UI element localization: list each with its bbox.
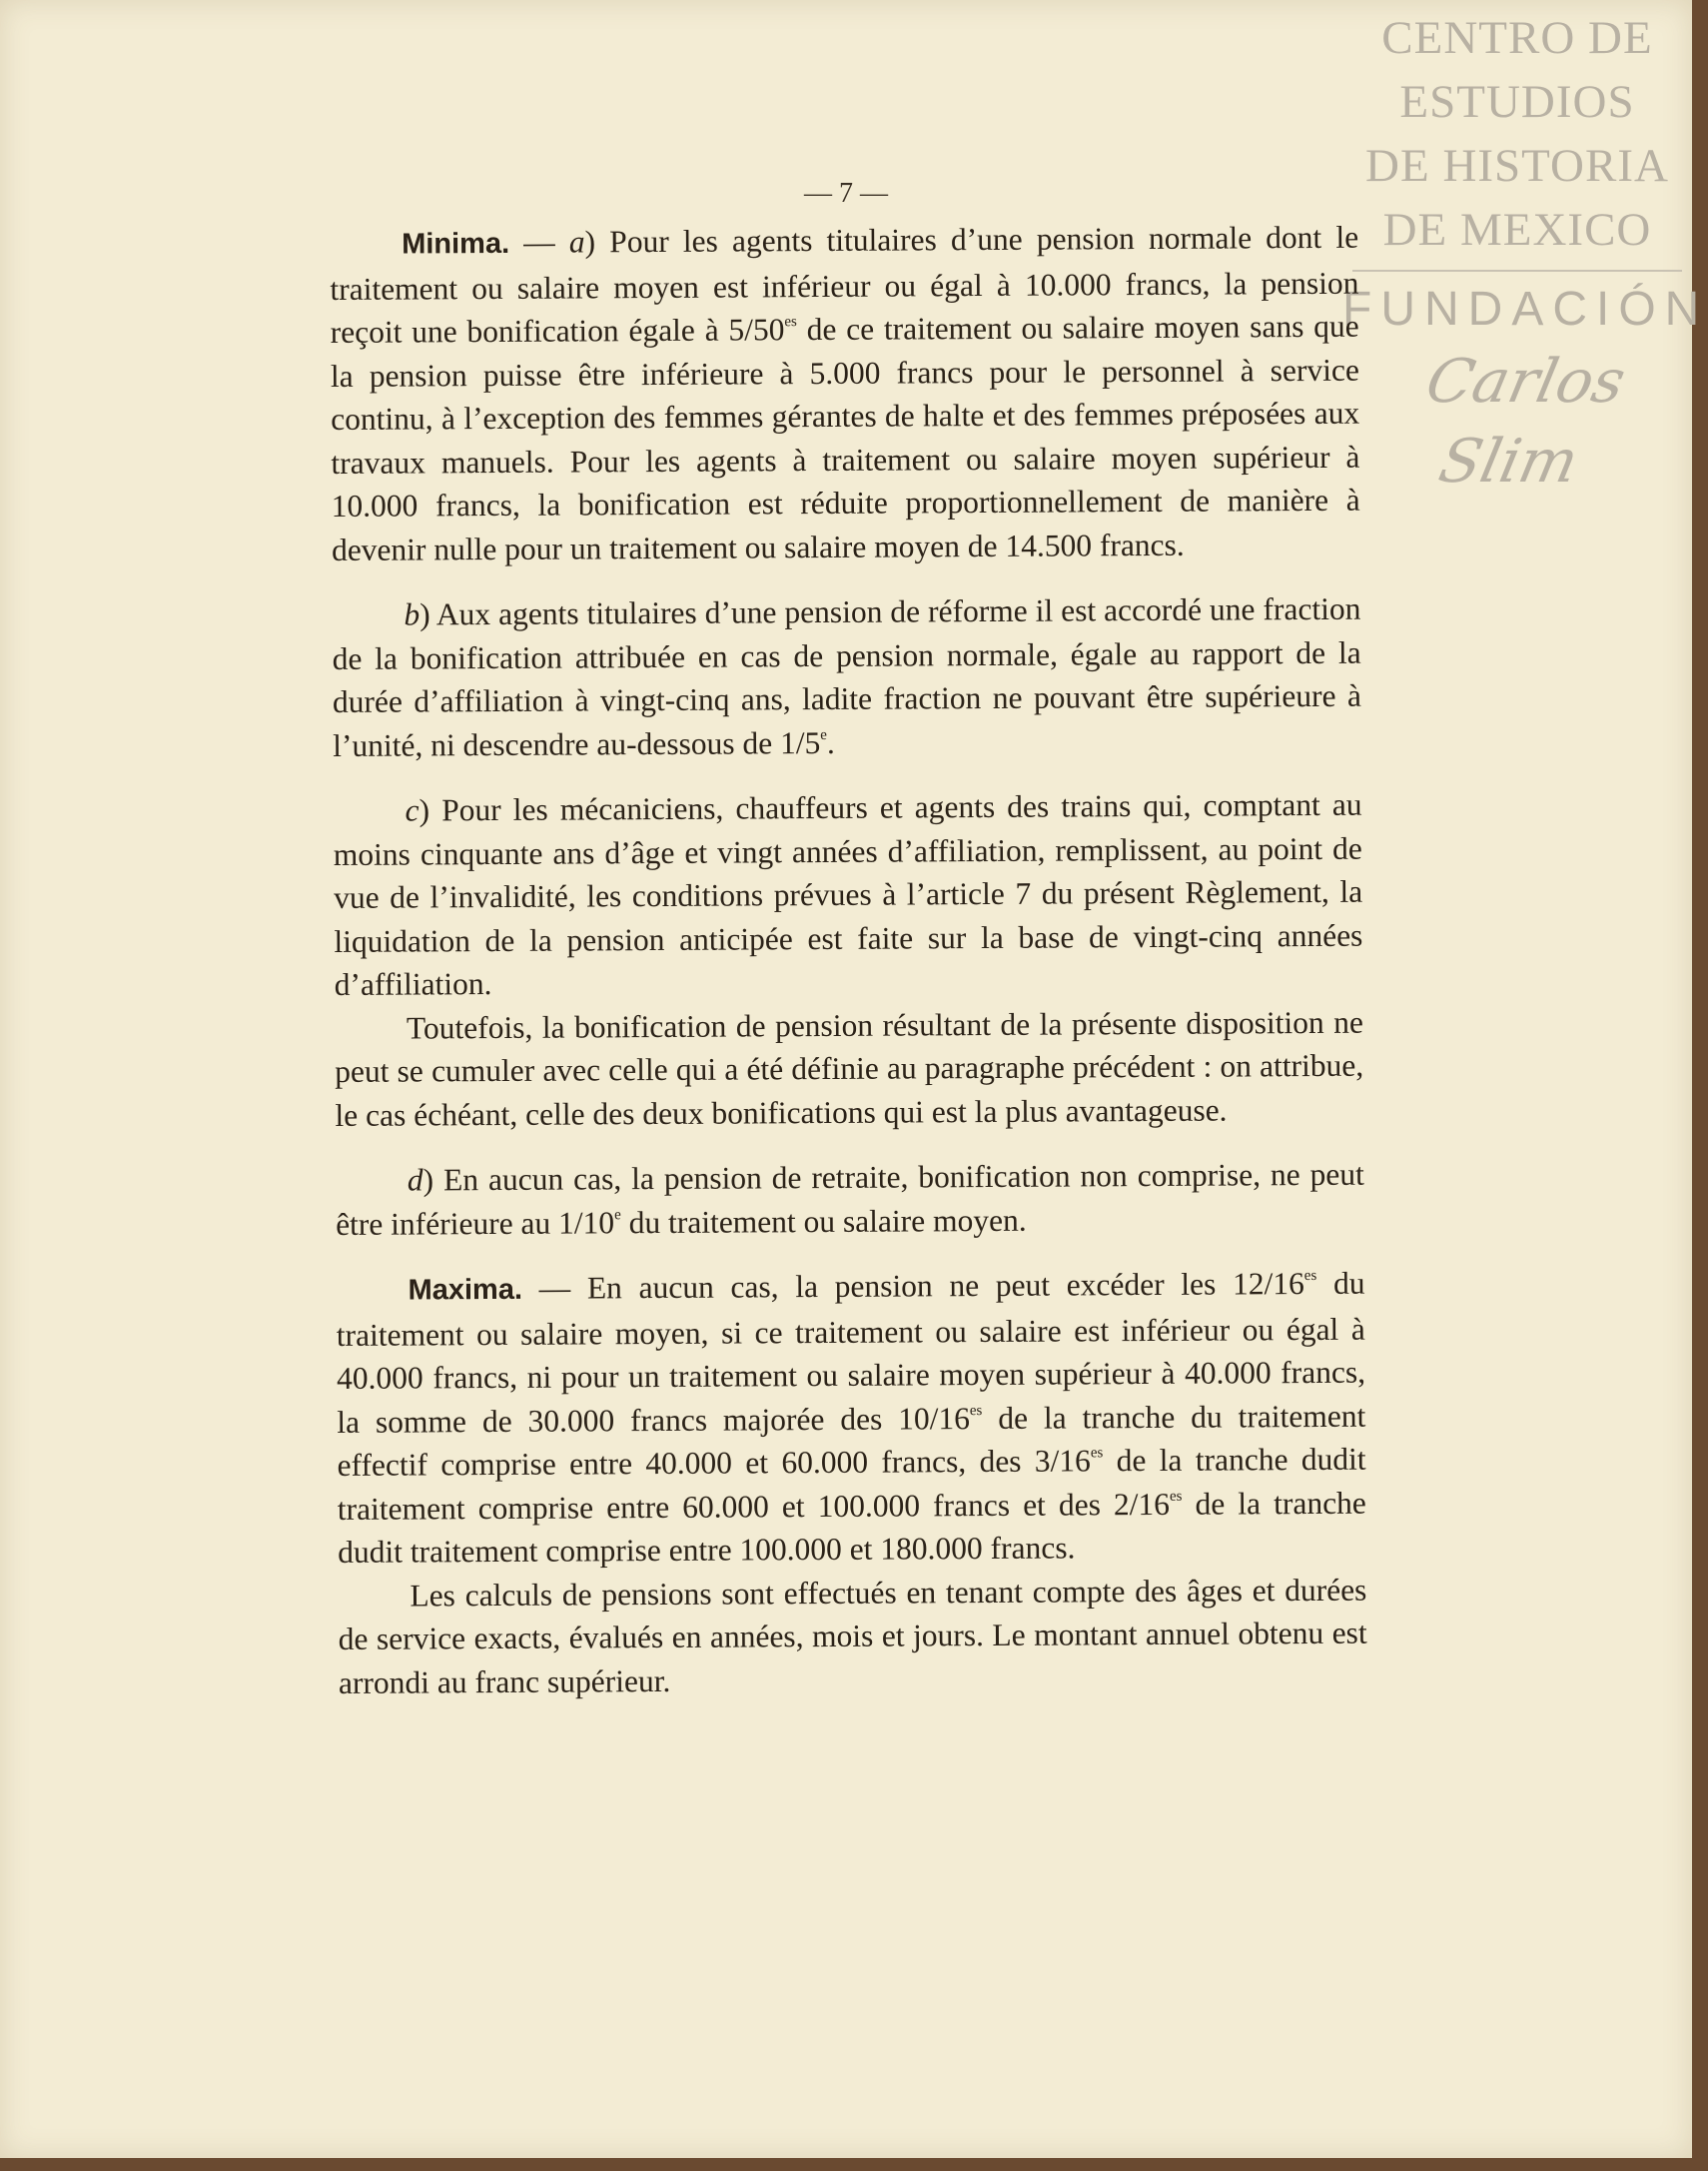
watermark-line: DE HISTORIA <box>1365 140 1669 192</box>
superscript: es <box>1090 1445 1104 1462</box>
paragraph-text: de ce traitement ou salaire moyen sans que la pension puisse être inférieure à 5.000 francs pour le personnel à service continu, à l’exception des femmes gérantes de halte et des femmes préposées aux travaux manuels. Pour les agents à traitement ou salaire moyen supérieur à 10.000 francs, la bonification est réduite proportionnellement de manière à devenir nulle pour un traitement ou salaire moyen de 14.500 francs. <box>330 308 1360 567</box>
paragraph-text: . <box>826 724 835 760</box>
paragraph-minima-c-continuation: Toutefois, la bonification de pension résultant de la présente disposition ne peut se cumuler avec celle qui a été définie au paragraphe précédent : on attribue, le cas échéant, celle des deux bonifications qui est la plus avantageuse. <box>335 1004 1364 1133</box>
watermark-line: ESTUDIOS <box>1399 76 1635 128</box>
paragraph-text: ) Pour les agents titulaires d’une pension normale dont le traitement ou salaire moyen est inférieur ou égal à 10.000 francs, la pension reçoit une bonification égale à 5/50 <box>330 219 1359 350</box>
archive-watermark <box>1342 6 1708 502</box>
section-heading-maxima: Maxima. <box>408 1273 523 1307</box>
section-heading-minima: Minima. <box>402 227 510 261</box>
superscript: e <box>820 726 827 743</box>
paragraph-minima-b <box>332 587 1361 767</box>
superscript: es <box>1303 1267 1317 1285</box>
paragraph-text: ) En aucun cas, la pension de retraite, bonification non comprise, ne peut être inférieure au 1/10 <box>336 1156 1364 1242</box>
paragraph-text: du traitement ou salaire moyen, si ce traitement ou salaire est inférieur ou égal à 40.000 francs, ni pour un traitement ou salaire moyen supérieur à 40.000 francs, la somme de 30.000 francs majorée des 10/16 <box>336 1265 1366 1440</box>
item-letter: c <box>405 792 420 828</box>
paragraph-text: ) Pour les mécaniciens, chauffeurs et agents des trains qui, comptant au moins cinquante ans d’âge et vingt années d’affiliation, remplissent, au point de vue de l’invalidité, les conditions prévues à l’article 7 du présent Règlement, la liquidation de la pension anticipée est faite sur la base de vingt-cinq années d’affiliation. <box>333 786 1363 1002</box>
paragraph-maxima-calculation: Les calculs de pensions sont effectués en tenant compte des âges et durées de service exacts, évalués en années, mois et jours. Le montant annuel obtenu est arrondi au franc supérieur. <box>338 1572 1367 1700</box>
item-letter: a <box>568 224 585 260</box>
watermark-foundation: FUNDACIÓN <box>1342 283 1708 336</box>
watermark-signature: Carlos Slim <box>1419 347 1632 497</box>
watermark-line: CENTRO DE <box>1381 12 1653 64</box>
watermark-line: DE MEXICO <box>1382 204 1652 256</box>
heading-dash: — <box>508 224 569 260</box>
page-number: — 7 — <box>804 178 888 209</box>
superscript: es <box>784 314 797 331</box>
superscript: es <box>969 1402 983 1419</box>
paragraph-maxima <box>336 1262 1366 1575</box>
superscript: e <box>614 1206 621 1223</box>
item-letter: d <box>407 1162 424 1198</box>
document-body <box>330 216 1367 1718</box>
watermark-divider <box>1352 270 1682 272</box>
paragraph-text: du traitement ou salaire moyen. <box>620 1202 1027 1240</box>
paragraph-text: de la tranche du traitement effectif comprise entre 40.000 et 60.000 francs, des 3/16 <box>337 1398 1366 1483</box>
paragraph-text: ) Aux agents titulaires d’une pension de réforme il est accordé une fraction de la bonification attribuée en cas de pension normale, égale au rapport de la durée d’affiliation à vingt-cinq ans, ladite fraction ne pouvant être supérieure à l’unité, ni descendre au-dessous de 1/5 <box>332 590 1362 763</box>
item-letter: b <box>404 596 421 632</box>
paragraph-text: — En aucun cas, la pension ne peut excéder les 12/16 <box>521 1266 1304 1306</box>
paragraph-minima-c <box>333 783 1362 1007</box>
paragraph-minima-a <box>330 216 1360 571</box>
superscript: es <box>1169 1488 1183 1505</box>
paragraph-text: de la tranche dudit traitement comprise entre 60.000 et 100.000 francs et des 2/16 <box>337 1441 1366 1527</box>
paragraph-text: de la tranche dudit traitement comprise entre 100.000 et 180.000 francs. <box>338 1485 1366 1570</box>
paragraph-minima-d <box>336 1153 1365 1246</box>
